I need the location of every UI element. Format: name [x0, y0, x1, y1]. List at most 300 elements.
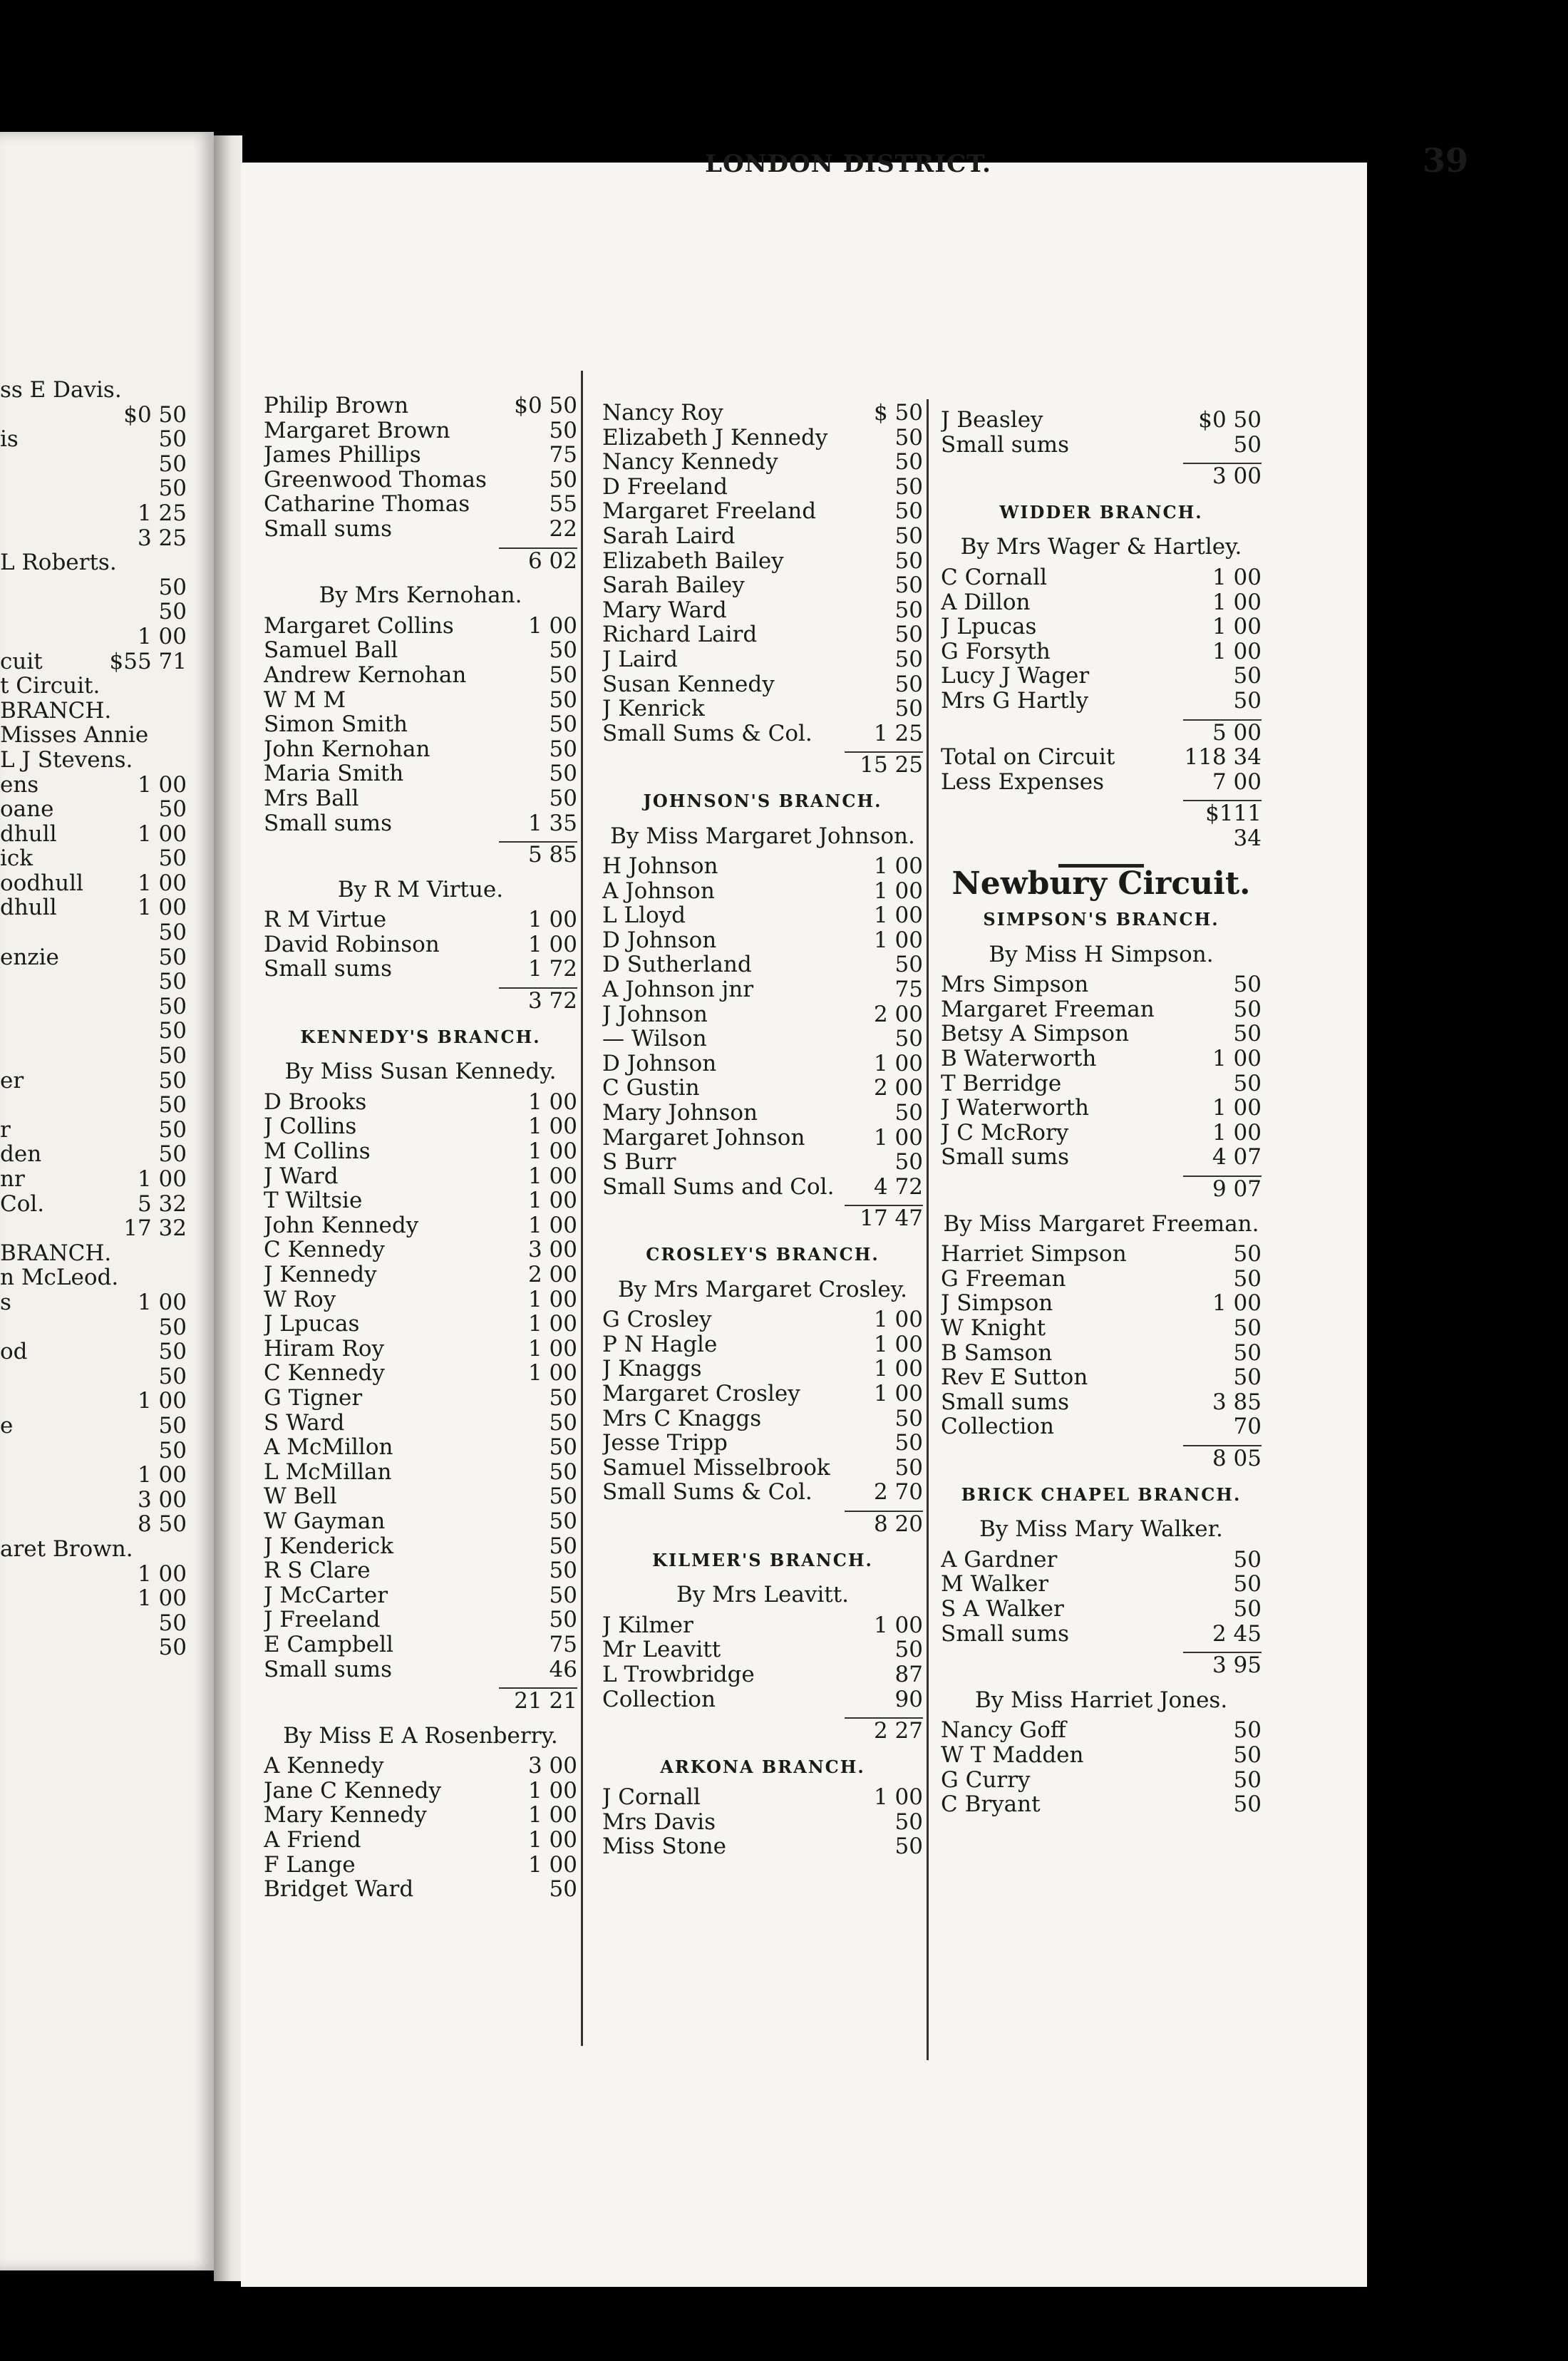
list-item [264, 688, 577, 713]
contributor-name: Mrs Ball [264, 786, 359, 811]
fragment-text: od [0, 1339, 28, 1365]
list-item [941, 745, 1262, 770]
amount: 50 [1233, 1546, 1262, 1573]
column-rule-1 [581, 371, 583, 2046]
list-item [602, 1810, 923, 1835]
amount: 1 00 [873, 878, 923, 904]
list-item [264, 712, 577, 737]
fragment-amount: 50 [158, 599, 187, 625]
amount: 2 00 [527, 1262, 577, 1287]
collector-line: By R M Virtue. [337, 876, 504, 902]
contributor-name: Margaret Collins [264, 613, 454, 639]
amount: 4 07 [1212, 1144, 1262, 1171]
section-total: 21 21 [499, 1687, 577, 1714]
list-item [602, 573, 923, 598]
amount: 1 00 [1212, 1290, 1262, 1317]
col1-section-rosenberry [264, 1724, 577, 1902]
amount: 50 [549, 637, 577, 664]
contributor-name: W Bell [264, 1484, 337, 1509]
fragment-amount: 50 [158, 451, 187, 477]
contributor-name: Nancy Kennedy [602, 450, 778, 475]
contributor-name: Mrs C Knaggs [602, 1406, 762, 1431]
contributor-name: S Ward [264, 1410, 345, 1436]
contributor-name: J Beasley [941, 408, 1043, 433]
amount: 50 [894, 473, 923, 500]
fragment-row [0, 1611, 187, 1636]
contributor-name: Sarah Laird [602, 523, 736, 549]
contributor-name: Small sums [264, 516, 392, 542]
amount: 1 00 [527, 1335, 577, 1362]
contributor-name: Simon Smith [264, 712, 408, 737]
list-item [602, 647, 923, 672]
fragment-amount: 8 50 [137, 1511, 187, 1538]
contributor-name: David Robinson [264, 932, 440, 957]
list-item [264, 1435, 577, 1460]
collector-line: By Miss Margaret Johnson. [610, 823, 915, 849]
fragment-row [0, 1512, 187, 1537]
list-item [264, 1238, 577, 1262]
fragment-text: Col. [0, 1190, 45, 1217]
list-item [602, 1406, 923, 1431]
contributor-name: A Dillon [941, 590, 1031, 615]
amount: 50 [1233, 1791, 1262, 1818]
contributor-name: Rev E Sutton [941, 1365, 1088, 1390]
contributor-name: J Simpson [941, 1291, 1053, 1316]
list-item [602, 1431, 923, 1456]
amount: 75 [549, 442, 577, 468]
contributor-name: G Tigner [264, 1385, 363, 1411]
contributor-name: A McMillon [264, 1435, 393, 1460]
amount: 50 [549, 1582, 577, 1608]
fragment-row [0, 1093, 187, 1118]
amount: 50 [549, 736, 577, 762]
amount: 1 00 [1212, 589, 1262, 615]
amount: 2 00 [873, 1075, 923, 1101]
list-item [941, 664, 1262, 689]
amount: 1 72 [527, 956, 577, 982]
fragment-amount: 1 00 [137, 1388, 187, 1414]
list-item [602, 977, 923, 1002]
list-item [602, 1480, 923, 1505]
amount: 50 [894, 547, 923, 574]
fragment-amount: 50 [158, 1610, 187, 1636]
fragment-row [0, 1315, 187, 1340]
fragment-amount: 1 00 [137, 1166, 187, 1192]
list-item [264, 1877, 577, 1902]
section-total: 17 47 [845, 1205, 923, 1231]
fragment-text: dhull [0, 895, 57, 921]
amount: 1 00 [527, 1163, 577, 1189]
list-item [602, 1834, 923, 1859]
branch-heading: ARKONA BRANCH. [660, 1756, 865, 1777]
amount: 50 [549, 1483, 577, 1510]
fragment-text: n McLeod. [0, 1265, 119, 1291]
contributor-name: J Lpucas [264, 1312, 360, 1337]
list-item [264, 1509, 577, 1534]
collector-line: By Miss Harriet Jones. [974, 1687, 1228, 1713]
col2-section-arkona-branch [602, 1755, 923, 1859]
col2-section-crosleys-branch [602, 1243, 923, 1537]
list-item [602, 1175, 923, 1200]
list-item [602, 1613, 923, 1638]
fragment-amount: 50 [158, 1635, 187, 1661]
fragment-row [0, 403, 187, 428]
section-total: 8 05 [1183, 1445, 1262, 1471]
list-item [264, 786, 577, 811]
fragment-text: oodhull [0, 870, 83, 896]
contributor-name: Mary Ward [602, 597, 727, 623]
amount: 50 [549, 466, 577, 493]
contributor-name: Maria Smith [264, 761, 404, 786]
contributor-name: D Johnson [602, 1051, 717, 1076]
fragment-row [0, 1586, 187, 1611]
list-item [602, 1357, 923, 1382]
list-item [602, 903, 923, 928]
amount: 1 00 [873, 1612, 923, 1638]
branch-heading: WIDDER BRANCH. [999, 501, 1203, 523]
amount: 4 72 [873, 1173, 923, 1200]
fragment-text: dhull [0, 821, 57, 847]
contributor-name: Small Sums & Col. [602, 1480, 813, 1505]
collector-line: By Miss Margaret Freeman. [943, 1210, 1259, 1237]
list-item [264, 1411, 577, 1436]
contributor-name: Small sums [264, 957, 392, 982]
amount: $ 50 [873, 400, 923, 426]
amount: 50 [1233, 1265, 1262, 1292]
amount: 50 [549, 1607, 577, 1633]
fragment-row [0, 1142, 187, 1167]
fragment-row [0, 378, 187, 403]
fragment-amount: 17 32 [123, 1215, 187, 1242]
amount: 46 [549, 1656, 577, 1682]
amount: 50 [1233, 1595, 1262, 1622]
col3-section-freeman [941, 1212, 1262, 1471]
list-item [264, 1213, 577, 1238]
contributor-name: D Johnson [602, 927, 717, 953]
list-item [602, 426, 923, 451]
fragment-amount: 50 [158, 426, 187, 453]
col1-section-kennedys-branch [264, 1025, 577, 1714]
amount: 50 [894, 622, 923, 648]
list-item [264, 1657, 577, 1682]
list-item [264, 418, 577, 443]
amount: 1 00 [527, 1286, 577, 1312]
amount: 50 [1233, 1315, 1262, 1341]
list-item [264, 1188, 577, 1213]
section-total: 3 95 [1183, 1652, 1262, 1678]
fragment-row [0, 1019, 187, 1044]
contributor-name: Mr Leavitt [602, 1637, 721, 1662]
contributor-name: A Kennedy [264, 1754, 384, 1779]
contributor-name: Nancy Roy [602, 401, 723, 426]
amount: 1 00 [1212, 1119, 1262, 1146]
col1-section-1 [264, 394, 577, 573]
amount: 50 [1233, 1364, 1262, 1391]
column-2 [602, 401, 923, 1859]
fragment-row [0, 1439, 187, 1464]
contributor-name: Collection [941, 1414, 1054, 1439]
amount: 50 [549, 711, 577, 738]
fragment-amount: 1 00 [137, 870, 187, 896]
contributor-name: Catharine Thomas [264, 492, 470, 517]
fragment-row [0, 920, 187, 945]
list-item [264, 468, 577, 493]
list-item [941, 1390, 1262, 1415]
fragment-text: oane [0, 796, 54, 823]
fragment-row [0, 452, 187, 477]
fragment-amount: 50 [158, 1018, 187, 1044]
list-item [941, 614, 1262, 639]
amount: 50 [1233, 972, 1262, 998]
amount: 50 [549, 417, 577, 443]
list-item [264, 492, 577, 517]
amount: 50 [894, 1833, 923, 1860]
amount: 50 [894, 1454, 923, 1481]
contributor-name: A Gardner [941, 1547, 1058, 1573]
fragment-text: L Roberts. [0, 550, 117, 576]
amount: 50 [549, 761, 577, 787]
contributor-name: H Johnson [602, 854, 718, 879]
fragment-amount: 50 [158, 969, 187, 995]
branch-heading: KENNEDY'S BRANCH. [300, 1026, 541, 1047]
contributor-name: James Phillips [264, 443, 421, 468]
list-item [941, 1242, 1262, 1267]
page-header-title: LONDON DISTRICT. [705, 150, 991, 178]
amount: 118 34 [1184, 744, 1262, 771]
list-item [264, 1583, 577, 1608]
contributor-name: Small sums [264, 811, 392, 836]
contributor-name: Small Sums & Col. [602, 721, 813, 746]
list-item [941, 1768, 1262, 1793]
contributor-name: Small sums [941, 1389, 1069, 1415]
list-item [264, 1090, 577, 1115]
fragment-text: e [0, 1412, 14, 1439]
contributor-name: Lucy J Wager [941, 664, 1090, 689]
fragment-text: ens [0, 771, 39, 798]
contributor-name: Margaret Freeland [602, 499, 817, 524]
list-item [602, 672, 923, 697]
list-item [602, 696, 923, 721]
contributor-name: J Johnson [602, 1002, 708, 1027]
contributor-name: Mrs Simpson [941, 972, 1089, 997]
list-item [264, 638, 577, 663]
fragment-row [0, 1364, 187, 1389]
amount: 1 00 [873, 902, 923, 929]
contributor-name: D Brooks [264, 1089, 367, 1115]
contributor-name: Miss Stone [602, 1834, 726, 1860]
fragment-row [0, 1339, 187, 1364]
amount: 1 00 [527, 1802, 577, 1828]
list-item [602, 598, 923, 623]
amount: 50 [549, 662, 577, 688]
contributor-name: J Kenderick [264, 1533, 393, 1559]
list-item [602, 499, 923, 524]
list-item [602, 1785, 923, 1810]
fragment-row [0, 797, 187, 822]
contributor-name: Mrs Davis [602, 1809, 716, 1835]
amount: 50 [549, 686, 577, 713]
amount: 1 00 [873, 1331, 923, 1357]
list-item [941, 1022, 1262, 1046]
amount: 50 [1233, 1339, 1262, 1366]
collector-line: By Miss E A Rosenberry. [283, 1722, 558, 1749]
contributor-name: Philip Brown [264, 394, 409, 418]
fragment-amount: 50 [158, 475, 187, 502]
contributor-name: G Crosley [602, 1307, 712, 1332]
amount: 50 [894, 646, 923, 672]
branch-heading: JOHNSON'S BRANCH. [643, 790, 882, 811]
fragment-row [0, 550, 187, 575]
contributor-name: Mrs G Hartly [941, 688, 1089, 714]
amount: 50 [894, 671, 923, 697]
amount: 1 00 [527, 1827, 577, 1853]
contributor-name: W Knight [941, 1316, 1046, 1341]
contributor-name: P N Hagle [602, 1332, 718, 1357]
contributor-name: J Laird [602, 647, 678, 672]
amount: 1 00 [873, 1124, 923, 1151]
amount: 70 [1233, 1414, 1262, 1440]
amount: 1 00 [873, 1356, 923, 1382]
list-item [941, 1046, 1262, 1071]
amount: 1 00 [527, 1851, 577, 1878]
fragment-text: is [0, 426, 19, 453]
amount: 50 [549, 1876, 577, 1903]
list-item [264, 1558, 577, 1583]
fragment-row [0, 699, 187, 724]
list-item [602, 475, 923, 500]
amount: 1 00 [873, 1050, 923, 1076]
fragment-text: den [0, 1141, 42, 1168]
amount: 50 [1233, 1241, 1262, 1267]
contributor-name: C Cornall [941, 565, 1048, 590]
list-item [602, 1456, 923, 1481]
contributor-name: A Johnson jnr [602, 977, 754, 1002]
list-item [264, 811, 577, 836]
contributor-name: G Forsyth [941, 639, 1051, 664]
list-item [602, 1332, 923, 1357]
list-item [264, 1337, 577, 1362]
section-total: 5 00 [1183, 719, 1262, 746]
list-item [602, 1307, 923, 1332]
list-item [941, 689, 1262, 714]
fragment-row [0, 871, 187, 896]
amount: 22 [549, 515, 577, 542]
list-item [602, 1027, 923, 1051]
list-item [602, 928, 923, 953]
list-item [602, 1051, 923, 1076]
list-item [941, 1267, 1262, 1292]
list-item [264, 443, 577, 468]
list-item [264, 663, 577, 688]
list-item [602, 952, 923, 977]
section-total: 15 25 [845, 751, 923, 778]
amount: 90 [894, 1686, 923, 1712]
section-total: 9 07 [1183, 1176, 1262, 1202]
contributor-name: Jane C Kennedy [264, 1778, 441, 1804]
contributor-name: B Samson [941, 1340, 1053, 1366]
list-item [264, 1534, 577, 1559]
contributor-name: Margaret Brown [264, 418, 450, 443]
section-total: 6 02 [499, 547, 577, 574]
fragment-text: BRANCH. [0, 697, 112, 724]
list-item [941, 1743, 1262, 1768]
fragment-amount: 50 [158, 1363, 187, 1389]
amount: 1 00 [527, 1113, 577, 1140]
fragment-amount: 3 00 [137, 1486, 187, 1513]
amount: 50 [549, 785, 577, 811]
amount: 50 [549, 1558, 577, 1584]
list-item [264, 1754, 577, 1779]
fragment-amount: 50 [158, 993, 187, 1019]
list-item [941, 1572, 1262, 1597]
list-item [264, 1632, 577, 1657]
list-item [941, 1145, 1262, 1170]
contributor-name: T Berridge [941, 1071, 1062, 1096]
amount: $0 50 [514, 393, 577, 418]
contributor-name: W T Madden [941, 1742, 1084, 1768]
amount: 50 [894, 597, 923, 623]
contributor-name: S A Walker [941, 1596, 1064, 1622]
fragment-amount: 50 [158, 1043, 187, 1069]
fragment-amount: 50 [158, 1067, 187, 1094]
fragment-amount: 50 [158, 1314, 187, 1340]
amount: 3 85 [1212, 1389, 1262, 1415]
list-item [941, 1548, 1262, 1573]
contributor-name: Small sums [941, 432, 1069, 458]
fragment-amount: 3 25 [137, 525, 187, 551]
contributor-name: D Sutherland [602, 952, 752, 978]
contributor-name: R M Virtue [264, 907, 387, 932]
col2-section-1 [602, 401, 923, 778]
amount: 50 [894, 696, 923, 722]
list-item [941, 1291, 1262, 1316]
list-item [941, 408, 1262, 433]
list-item [264, 517, 577, 542]
fragment-row [0, 748, 187, 773]
branch-heading: CROSLEY'S BRANCH. [646, 1244, 880, 1265]
fragment-row [0, 501, 187, 526]
fragment-amount: 1 00 [137, 1289, 187, 1315]
book-gutter [214, 135, 242, 2281]
list-item [264, 761, 577, 786]
fragment-row [0, 1069, 187, 1094]
fragment-text: L J Stevens. [0, 746, 133, 773]
amount: 50 [1233, 1571, 1262, 1598]
fragment-amount: 1 00 [137, 623, 187, 649]
amount: 2 45 [1212, 1620, 1262, 1647]
contributor-name: J Knaggs [602, 1357, 702, 1382]
fragment-amount: 50 [158, 574, 187, 600]
list-item [941, 1071, 1262, 1096]
fragment-row [0, 1241, 187, 1266]
fragment-row [0, 1562, 187, 1587]
list-item [941, 997, 1262, 1022]
contributor-name: Hiram Roy [264, 1336, 385, 1362]
amount: 50 [894, 523, 923, 549]
list-item [264, 614, 577, 639]
contributor-name: W Roy [264, 1287, 336, 1312]
amount: 1 00 [873, 927, 923, 953]
contributor-name: G Freeman [941, 1266, 1066, 1292]
list-item [602, 1101, 923, 1126]
collector-line: By Mrs Wager & Hartley. [960, 534, 1242, 560]
amount: 2 00 [873, 1001, 923, 1027]
fragment-row [0, 1167, 187, 1192]
amount: 1 00 [527, 931, 577, 957]
fragment-text: r [0, 1116, 11, 1143]
list-item [941, 433, 1262, 458]
fragment-text: aret Brown. [0, 1536, 133, 1562]
